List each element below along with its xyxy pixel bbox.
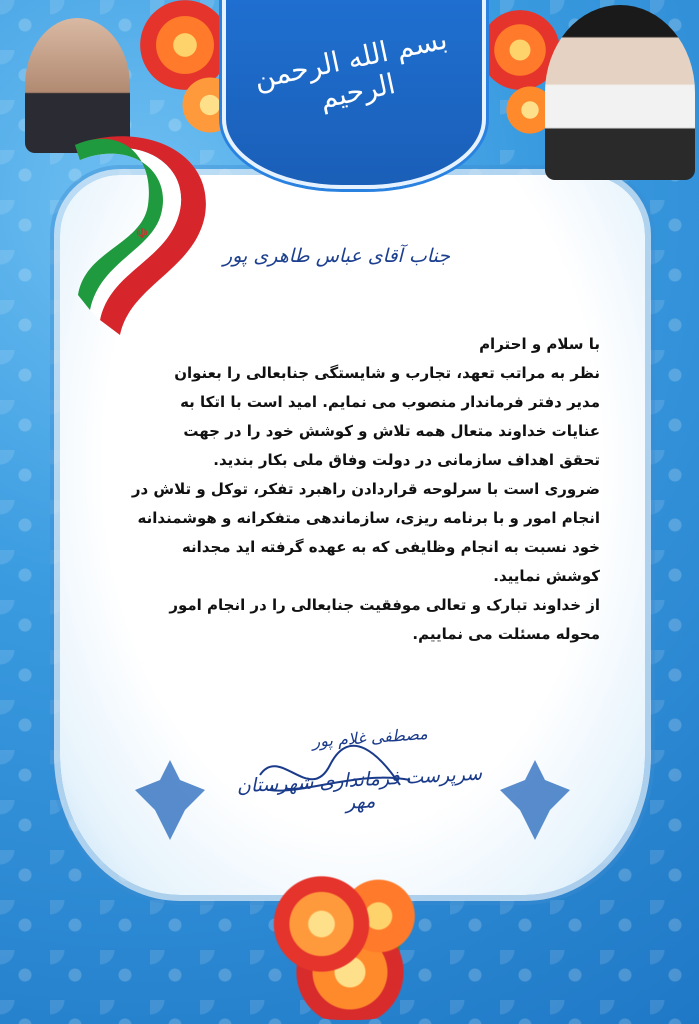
body-line: تحقق اهداف سازمانی در دولت وفاق ملی بکار بندید. xyxy=(213,451,600,469)
basmala-calligraphy: بسم الله الرحمن الرحیم xyxy=(251,22,451,116)
signatory-name: مصطفی غلام پور xyxy=(311,723,429,752)
body-line: با سلام و احترام xyxy=(479,335,600,353)
iran-flag-ribbon xyxy=(70,120,210,350)
body-line: نظر به مراتب تعهد، تجارب و شایستگی جنابعالی را بعنوان xyxy=(174,364,600,382)
signature-block xyxy=(230,723,490,814)
signatory-title: سرپرست فرمانداری شهرستان مهر xyxy=(236,762,483,814)
letter-body xyxy=(100,330,600,649)
portrait-photo-right xyxy=(545,5,695,180)
body-line: محوله مسئلت می نماییم. xyxy=(412,625,600,643)
ornament-left xyxy=(135,760,205,840)
header-shield xyxy=(222,0,486,189)
body-line: انجام امور و با برنامه ریزی، سازماندهی متفکرانه و هوشمندانه xyxy=(137,509,600,527)
body-line: مدیر دفتر فرماندار منصوب می نمایم. امید است با اتکا به xyxy=(180,393,600,411)
body-line: کوشش نمایید. xyxy=(493,567,600,585)
recipient-greeting: جناب آقای عباس طاهری پور xyxy=(223,245,450,267)
svg-text:☫: ☫ xyxy=(135,226,149,242)
body-line: عنایات خداوند متعال همه تلاش و کوشش خود را در جهت xyxy=(183,422,600,440)
body-line: خود نسبت به انجام وظایفی که به عهده گرفته اید مجدانه xyxy=(181,538,600,556)
ornament-right xyxy=(500,760,570,840)
flower-decoration-bottom xyxy=(255,860,445,1020)
body-line: از خداوند تبارک و تعالی موفقیت جنابعالی را در انجام امور xyxy=(169,596,600,614)
body-line: ضروری است با سرلوحه قراردادن راهبرد تفکر، توکل و تلاش در xyxy=(131,480,600,498)
